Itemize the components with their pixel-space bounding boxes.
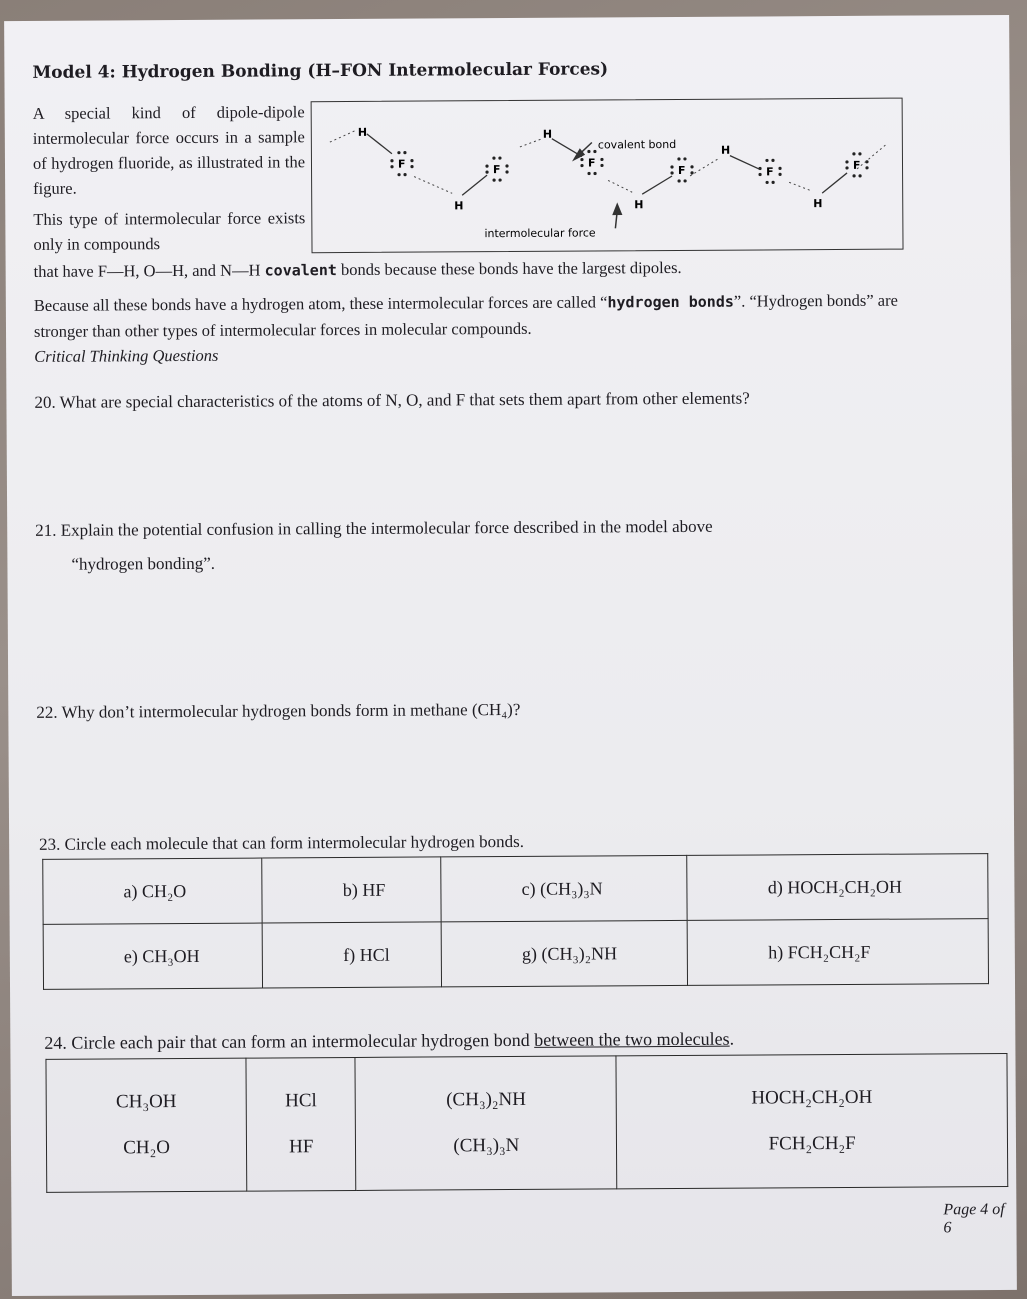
hydrogen-bonds-bold: hydrogen bonds xyxy=(607,292,734,312)
question-24: 24. Circle each pair that can form an intermolecular hydrogen bond between the two molecules. xyxy=(44,1028,735,1053)
lone-pair-electron-dot xyxy=(865,166,868,169)
pair-1-molecule-a: CH₃OH xyxy=(115,1091,177,1113)
fluorine-atom-label: F xyxy=(492,163,501,177)
molecule-option-c[interactable]: c) (CH₃)₃N xyxy=(441,855,688,922)
hydrogen-atom-label: H xyxy=(357,125,368,139)
fluorine-atom-label: F xyxy=(587,156,596,170)
molecule-option-e[interactable]: e) CH₃OH xyxy=(43,923,263,989)
lone-pair-electron-dot xyxy=(600,164,603,167)
hydrogen-atom-label: H xyxy=(634,198,644,212)
table-row xyxy=(46,1053,1008,1192)
dashed-bond-7 xyxy=(857,145,886,169)
lone-pair-electron-dot xyxy=(677,179,680,182)
question-23: 23. Circle each molecule that can form intermolecular hydrogen bonds. xyxy=(39,831,525,854)
hf-figure xyxy=(311,98,904,254)
lone-pair-electron-dot xyxy=(580,158,583,161)
covalent-bond-2 xyxy=(462,175,487,195)
lone-pair-electron-dot xyxy=(690,165,693,168)
molecule-option-a[interactable]: a) CH₂O xyxy=(43,858,263,924)
model-heading: Model 4: Hydrogen Bonding (H–FON Intermolecular Forces) xyxy=(32,59,609,83)
lone-pair-electron-dot xyxy=(580,164,583,167)
lone-pair-electron-dot xyxy=(485,171,488,174)
lone-pair-electron-dot xyxy=(498,178,501,181)
lone-pair-electron-dot xyxy=(390,159,393,162)
lone-pair-electron-dot xyxy=(766,181,769,184)
lone-pair-electron-dot xyxy=(397,151,400,154)
molecule-option-d[interactable]: d) HOCH₂CH₂OH xyxy=(687,854,988,921)
fluorine-atom-label: F xyxy=(678,163,686,177)
lone-pair-electron-dot xyxy=(410,159,413,162)
molecule-option-f[interactable]: f) HCl xyxy=(263,922,442,988)
molecule-option-h[interactable]: h) FCH₂CH₂F xyxy=(688,919,989,986)
dashed-bond-5 xyxy=(690,158,720,176)
lone-pair-electron-dot xyxy=(772,181,775,184)
lone-pair-electron-dot xyxy=(765,159,768,162)
lone-pair-electron-dot xyxy=(485,165,488,168)
hydrogen-bonds-paragraph: Because all these bonds have a hydrogen atom, these intermolecular forces are called “hydrogen bonds”. “Hydrogen bonds” are stronger than other types of intermolecular forces in molecular compounds. xyxy=(33,290,898,341)
lone-pair-electron-dot xyxy=(670,165,673,168)
question-21-continuation: “hydrogen bonding”. xyxy=(71,553,216,574)
pair-1-molecule-b: CH₂O xyxy=(123,1137,170,1159)
covalent-bond-5 xyxy=(730,155,760,169)
page-number: Page 4 of 6 xyxy=(943,1200,1005,1237)
lone-pair-electron-dot xyxy=(690,171,693,174)
lone-pair-electron-dot xyxy=(778,167,781,170)
fluorine-atom-label: F xyxy=(397,157,406,171)
lone-pair-electron-dot xyxy=(397,173,400,176)
lone-pair-electron-dot xyxy=(492,156,495,159)
lone-pair-electron-dot xyxy=(593,150,596,153)
lone-pair-electron-dot xyxy=(677,157,680,160)
lone-pair-electron-dot xyxy=(670,171,673,174)
worksheet-page xyxy=(4,15,1017,1296)
hydrogen-atom-label: H xyxy=(720,143,731,157)
lone-pair-electron-dot xyxy=(505,164,508,167)
question-20: 20. What are special characteristics of the atoms of N, O, and F that sets them apart from other elements? xyxy=(34,388,750,412)
lone-pair-electron-dot xyxy=(498,156,501,159)
covalent-bond-6 xyxy=(822,173,847,193)
table-row xyxy=(43,919,988,990)
lone-pair-electron-dot xyxy=(852,152,855,155)
fluorine-atom-label: F xyxy=(766,165,774,179)
intermolecular-force-label: intermolecular force xyxy=(484,226,596,241)
intro-continuation: that have F—H, O—H, and N—H covalent bonds because these bonds have the largest dipoles. xyxy=(33,257,682,281)
dashed-bond-4 xyxy=(608,180,632,192)
pair-option-3[interactable] xyxy=(355,1056,617,1191)
q24-pair-table xyxy=(45,1053,1008,1193)
question-22: 22. Why don’t intermolecular hydrogen bonds form in methane (CH₄)? xyxy=(36,699,521,722)
intro-paragraph: A special kind of dipole-dipole intermolecular force occurs in a sample of hydrogen fluoride, as illustrated in the figure. xyxy=(32,102,306,198)
hf-chain-diagram xyxy=(312,99,903,253)
critical-thinking-heading: Critical Thinking Questions xyxy=(34,345,219,366)
pair-option-4[interactable] xyxy=(616,1053,1008,1188)
pair-2-molecule-b: HF xyxy=(289,1136,314,1158)
lone-pair-electron-dot xyxy=(403,151,406,154)
lone-pair-electron-dot xyxy=(587,150,590,153)
covalent-bold: covalent xyxy=(264,261,337,280)
table-row xyxy=(43,854,988,925)
lone-pair-electron-dot xyxy=(403,173,406,176)
covalent-bond-4 xyxy=(642,176,672,194)
lone-pair-electron-dot xyxy=(858,174,861,177)
q23-molecule-table xyxy=(42,853,989,990)
pair-4-molecule-a: HOCH₂CH₂OH xyxy=(751,1086,873,1109)
pair-option-1[interactable] xyxy=(46,1058,247,1192)
between-underlined: between the two molecules xyxy=(534,1028,730,1050)
lone-pair-electron-dot xyxy=(852,174,855,177)
pair-4-molecule-b: FCH₂CH₂F xyxy=(768,1132,856,1155)
pair-option-2[interactable] xyxy=(246,1057,356,1191)
lone-pair-electron-dot xyxy=(593,172,596,175)
lone-pair-electron-dot xyxy=(758,173,761,176)
pair-3-molecule-b: (CH₃)₃N xyxy=(453,1134,520,1157)
lone-pair-electron-dot xyxy=(778,173,781,176)
hydrogen-atom-label: H xyxy=(813,197,823,211)
lone-pair-electron-dot xyxy=(683,179,686,182)
lone-pair-electron-dot xyxy=(845,160,848,163)
question-21: 21. Explain the potential confusion in calling the intermolecular force described in the model above xyxy=(35,516,713,540)
lone-pair-electron-dot xyxy=(505,170,508,173)
lone-pair-electron-dot xyxy=(587,172,590,175)
intermolecular-arrowhead-icon xyxy=(613,204,621,214)
covalent-bond-1 xyxy=(367,134,392,154)
hydrogen-atom-label: H xyxy=(454,199,464,213)
hydrogen-atom-label: H xyxy=(542,127,553,141)
lone-pair-electron-dot xyxy=(410,165,413,168)
lone-pair-electron-dot xyxy=(600,158,603,161)
lone-pair-electron-dot xyxy=(858,152,861,155)
lone-pair-electron-dot xyxy=(492,178,495,181)
lone-pair-electron-dot xyxy=(683,157,686,160)
dashed-bond-1 xyxy=(330,130,357,142)
fluorine-atom-label: F xyxy=(852,158,861,172)
covalent-bond-label: covalent bond xyxy=(597,137,677,152)
dashed-bond-6 xyxy=(789,182,812,191)
pair-2-molecule-a: HCl xyxy=(285,1090,317,1112)
dashed-bond-3 xyxy=(520,139,542,147)
lone-pair-electron-dot xyxy=(771,159,774,162)
dashed-bond-2 xyxy=(414,176,452,193)
pair-3-molecule-a: (CH₃)₂NH xyxy=(446,1088,527,1111)
lone-pair-electron-dot xyxy=(390,165,393,168)
molecule-option-b[interactable]: b) HF xyxy=(262,857,441,923)
lone-pair-electron-dot xyxy=(845,166,848,169)
molecule-option-g[interactable]: g) (CH₃)₂NH xyxy=(441,920,688,987)
intro-paragraph-2: This type of intermolecular force exists only in compounds xyxy=(33,208,306,254)
